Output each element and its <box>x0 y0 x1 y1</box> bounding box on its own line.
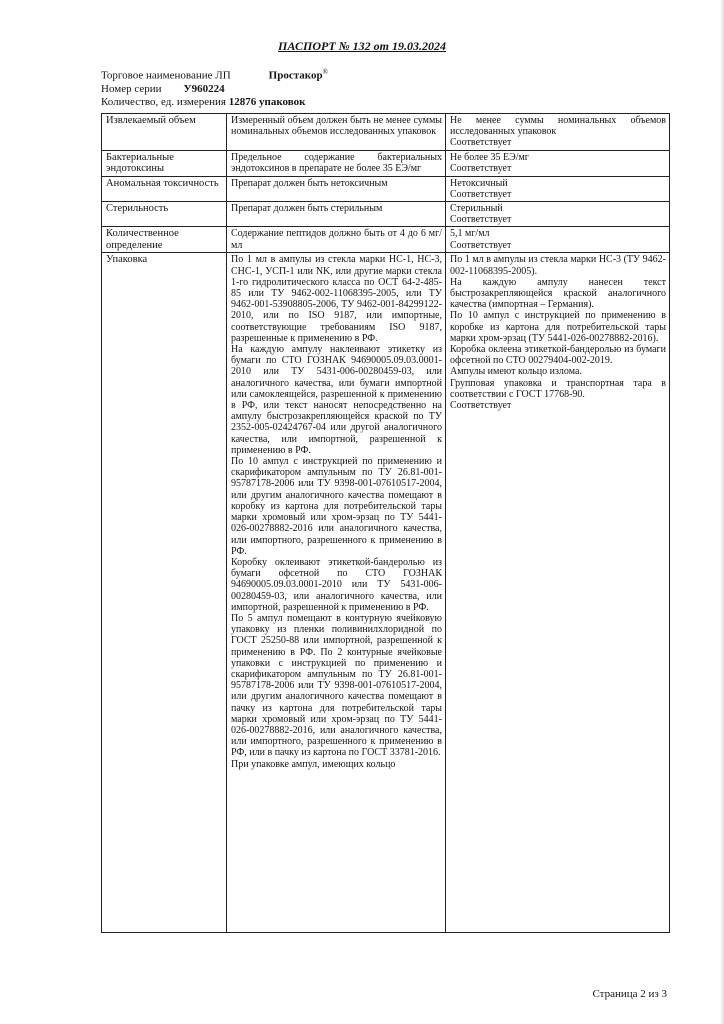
packaging-res-status: Соответствует <box>450 400 512 412</box>
result-value: Не более 35 ЕЭ/мг <box>450 151 529 163</box>
result-status: Соответствует <box>450 188 512 200</box>
requirement: Измеренный объем должен быть не менее суммы номинальных объемов исследованных упаковок <box>227 114 446 151</box>
page-number: Страница 2 из 3 <box>592 988 667 1000</box>
table-row <box>102 227 670 253</box>
result-value: Нетоксичный <box>450 177 508 189</box>
result-cell <box>446 202 670 227</box>
packaging-req-paragraph: По 5 ампул помещают в контурную ячейковую упаковку из пленки поливинилхлоридной по ГОСТ 25250-88 или импортной, разрешенной к применению в РФ. По 2 контурные ячейковые упаковки с инструкцией по применению и скарификатором ампульным по ТУ 26.81-001-95787178-2006 или ТУ 9398-001-07610517-2004, или другим аналогичного качества помещают в пачку из картона для потребительской тары марки хромовый или хром-эрзац по ТУ 5441-026-00278882-2016, или аналогичного качества, или импортного, разрешенного к применению в РФ, или в пачку из картона по ГОСТ 33781-2016. <box>231 612 442 759</box>
spec-table <box>101 113 670 933</box>
result-status: Соответствует <box>450 214 512 226</box>
series-value: У960224 <box>183 82 225 95</box>
table-row-packaging <box>102 253 670 933</box>
quantity-row <box>101 96 328 109</box>
packaging-res-paragraph: На каждую ампулу нанесен текст быстрозакрепляющейся краской аналогичного качества (импортная – Германия). <box>450 276 666 311</box>
result-value: 5,1 мг/мл <box>450 228 490 240</box>
result-status: Соответствует <box>450 239 512 251</box>
quantity-value: 12876 упаковок <box>228 95 306 108</box>
requirement: Препарат должен быть стерильным <box>227 202 446 227</box>
result-value: Не менее суммы номинальных объемов исследованных упаковок <box>450 115 666 138</box>
trademark-symbol: ® <box>322 68 328 76</box>
packaging-req-paragraph: При упаковке ампул, имеющих кольцо <box>231 758 396 770</box>
test-name: Количественное определение <box>102 227 227 253</box>
trade-name-row <box>101 66 328 83</box>
quantity-label: Количество, ед. измерения <box>101 95 226 108</box>
packaging-res-paragraph: Коробка оклеена этикеткой-бандеролью из бумаги офсетной по СТО 00279404-002-2019. <box>450 344 666 367</box>
requirement: Препарат должен быть нетоксичным <box>227 176 446 201</box>
table-row <box>102 114 670 151</box>
packaging-res-paragraph: Ампулы имеют кольцо излома. <box>450 366 582 378</box>
test-name: Упаковка <box>102 253 227 933</box>
test-name: Стерильность <box>102 202 227 227</box>
requirement: Предельное содержание бактериальных эндотоксинов в препарате не более 35 ЕЭ/мг <box>227 150 446 176</box>
packaging-req-paragraph: Коробку оклеивают этикеткой-бандеролью из бумаги офсетной по СТО ГОЗНАК 94690005.09.03.0001-2010 или ТУ 5431-006-00280459-03, или аналогичного качества, или импортной, разрешенной к применению в РФ. <box>231 556 442 613</box>
test-name: Аномальная токсичность <box>102 176 227 201</box>
table-row <box>102 202 670 227</box>
scan-edge-shadow <box>720 0 724 1024</box>
passport-title: ПАСПОРТ № 132 от 19.03.2024 <box>277 39 447 53</box>
result-status: Соответствует <box>450 137 512 149</box>
packaging-res-paragraph: Групповая упаковка и транспортная тара в соответствии с ГОСТ 17768-90. <box>450 377 666 400</box>
requirement: Содержание пептидов должно быть от 4 до 6 мг/мл <box>227 227 446 253</box>
test-name: Извлекаемый объем <box>102 114 227 151</box>
table-row <box>102 176 670 201</box>
trade-name-label: Торговое наименование ЛП <box>101 69 231 82</box>
packaging-res-paragraph: По 10 ампул с инструкцией по применению в коробке из картона для потребительской тары марки хром-эрзац (ТУ 5441-026-00278882-2016). <box>450 310 666 344</box>
result-cell <box>446 227 670 253</box>
packaging-result <box>446 253 670 933</box>
table-row <box>102 150 670 176</box>
trade-name-value: Простакор <box>268 69 323 82</box>
result-value: Стерильный <box>450 203 503 215</box>
series-row <box>101 83 328 96</box>
result-cell <box>446 114 670 151</box>
test-name: Бактериальные эндотоксины <box>102 150 227 176</box>
result-cell <box>446 150 670 176</box>
packaging-req-paragraph: На каждую ампулу наклеивают этикетку из бумаги по СТО ГОЗНАК 94690005.09.03.0001-2010 или ТУ 5431-006-00280459-03, или аналогичного качества, или бумаги импортной или самоклеящейся, разрешенной к применению в РФ, или текст наносят непосредственно на ампулу быстрозакрепляющейся краской по ТУ 2352-005-02424767-04 или другой аналогичного качества, или импортной, разрешенной к применению в РФ. <box>231 344 442 456</box>
packaging-res-paragraph: По 1 мл в ампулы из стекла марки НС-3 (ТУ 9462-002-11068395-2005). <box>450 254 666 277</box>
series-label: Номер серии <box>101 82 162 95</box>
result-status: Соответствует <box>450 162 512 174</box>
product-meta <box>101 66 328 109</box>
result-cell <box>446 176 670 201</box>
packaging-req-paragraph: По 1 мл в ампулы из стекла марки НС-1, НС-3, СНС-1, УСП-1 или NK, или другие марки стекла 1-го гидролитического класса по ОСТ 64-2-485-85 или ТУ 9462-002-11068395-2005, или ТУ 9462-001-53908805-2006, ТУ 9462-001-84299122-2010, или по ISO 9187, или импортные, соответствующие требованиям ISO 9187, разрешенные к применению в РФ. <box>231 254 442 344</box>
packaging-req-paragraph: По 10 ампул с инструкцией по применению и скарификатором ампульным по ТУ 26.81-001-95787178-2006 или ТУ 9398-001-07610517-2004, или другим аналогичного качества помещают в коробку из картона для потребительской тары марки хромовый или хром-эрзац по ТУ 5441-026-00278882-2016 или аналогичного качества, или импортного, разрешенного к применению в РФ. <box>231 456 442 557</box>
packaging-requirement <box>227 253 446 933</box>
